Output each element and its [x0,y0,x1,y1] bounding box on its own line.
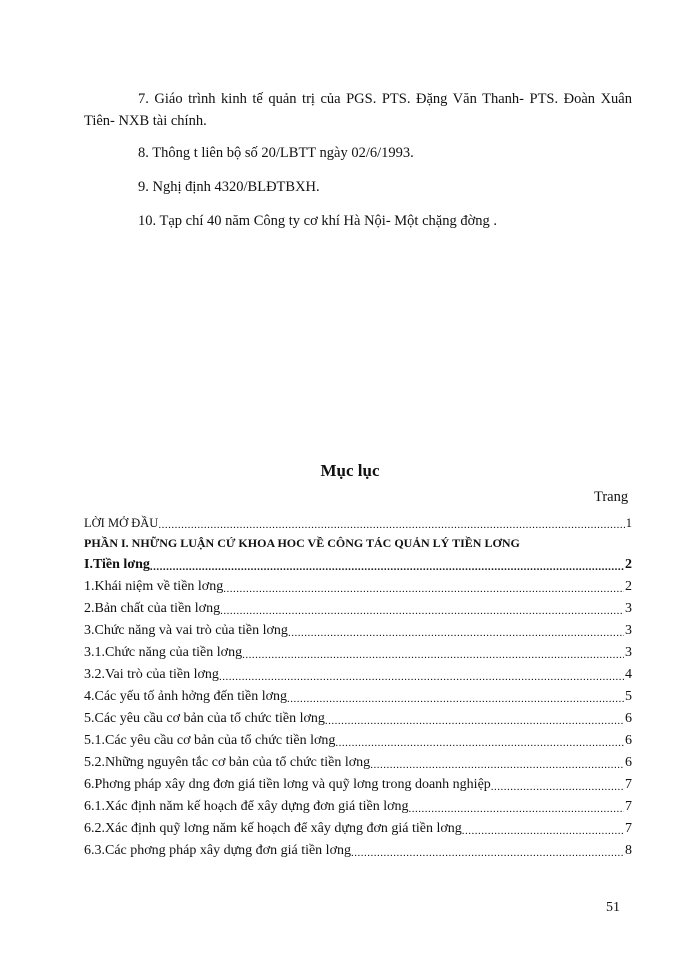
toc-entry[interactable] [84,683,632,705]
toc-entry-text: 3.2.Vai trò của tiền lơng [84,667,219,682]
toc-entry-text: LỜI MỞ ĐẦU [84,516,159,530]
reference-7: 7. Giáo trình kinh tế quản trị của PGS. PTS. Đặng Văn Thanh- PTS. Đoàn Xuân Tiên- NXB tài chính. [84,91,632,129]
toc-entry-page: 5 [625,689,632,704]
toc-part-heading[interactable] [84,531,632,551]
toc-leader-dots [370,759,624,771]
toc-entry[interactable] [84,771,632,793]
toc-leader-dots [325,715,624,727]
toc-entry[interactable] [84,617,632,639]
toc-leader-dots [242,649,624,661]
toc-entry[interactable] [84,837,632,859]
toc-entry[interactable] [84,705,632,727]
toc-entry-page: 4 [625,667,632,682]
toc-entry-text: 5.Các yêu cầu cơ bản của tổ chức tiền lơng [84,711,325,726]
toc-entry-page: 6 [625,755,632,770]
toc-entry-page: 2 [625,557,632,572]
toc-entry-page: 1 [625,516,632,530]
reference-9: 9. Nghị định 4320/BLĐTBXH. [138,179,320,195]
toc-entry[interactable] [84,727,632,749]
toc-leader-dots [150,561,624,573]
toc-entry-page: 6 [625,711,632,726]
toc-entry[interactable] [84,639,632,661]
toc-leader-dots [408,803,624,815]
toc-entry-page: 8 [625,843,632,858]
toc-entry-text: 2.Bản chất của tiền lơng [84,601,221,616]
toc-entry[interactable] [84,749,632,771]
toc-entry[interactable] [84,815,632,837]
toc-entry-section-1[interactable] [84,551,632,573]
toc-entry[interactable] [84,595,632,617]
toc-entry-page: 3 [625,645,632,660]
toc-page-column-label: Trang [594,489,629,505]
toc-entry-text: 6.1.Xác định năm kế hoạch để xây dựng đơn giá tiền lơng [84,799,409,814]
toc-entry-page: 3 [625,601,632,616]
toc-entry-text: 5.1.Các yêu cầu cơ bản của tổ chức tiền lơng [84,733,336,748]
toc-entry-text: I.Tiền lơng [84,557,150,572]
toc-entry-page: 7 [625,777,632,792]
toc-entry[interactable] [84,661,632,683]
toc-leader-dots [462,825,624,837]
reference-8: 8. Thông t liên bộ số 20/LBTT ngày 02/6/1993. [138,145,414,161]
table-of-contents [84,509,632,859]
toc-leader-dots [287,693,624,705]
toc-leader-dots [220,605,624,617]
toc-entry-text: 3.1.Chức năng của tiền lơng [84,645,243,660]
toc-leader-dots [335,737,624,749]
reference-10: 10. Tạp chí 40 năm Công ty cơ khí Hà Nội- Một chặng đờng . [138,213,497,229]
toc-leader-dots [223,583,624,595]
toc-leader-dots [491,781,624,793]
toc-entry-page: 7 [625,799,632,814]
toc-entry[interactable] [84,793,632,815]
toc-entry-text: 6.Phơng pháp xây dng đơn giá tiền lơng và quỹ lơng trong doanh nghiệp [84,777,491,792]
toc-entry-text: 5.2.Những nguyên tắc cơ bản của tổ chức tiền lơng [84,755,371,770]
toc-title: Mục lục [320,461,380,480]
toc-leader-dots [158,519,624,531]
toc-leader-dots [219,671,624,683]
toc-leader-dots [351,847,624,859]
toc-entry-page: 6 [625,733,632,748]
toc-entry-page: 7 [625,821,632,836]
toc-entry-text: 4.Các yếu tố ảnh hởng đến tiền lơng [84,689,287,704]
page-number: 51 [606,900,620,915]
toc-entry-text: 6.3.Các phơng pháp xây dựng đơn giá tiền lơng [84,843,351,858]
toc-entry-preface[interactable] [84,509,632,531]
toc-entry-text: PHẦN I. NHỮNG LUẬN CỨ KHOA HOC VỀ CÔNG TÁC QUẢN LÝ TIỀN LƠNG [84,536,520,550]
toc-entry-text: 3.Chức năng và vai trò của tiền lơng [84,623,288,638]
toc-leader-dots [288,627,624,639]
toc-entry-text: 6.2.Xác định quỹ lơng năm kế hoạch để xây dựng đơn giá tiền lơng [84,821,462,836]
toc-entry-page: 2 [625,579,632,594]
toc-entry-page: 3 [625,623,632,638]
toc-entry[interactable] [84,573,632,595]
toc-entry-text: 1.Khái niệm về tiền lơng [84,579,224,594]
